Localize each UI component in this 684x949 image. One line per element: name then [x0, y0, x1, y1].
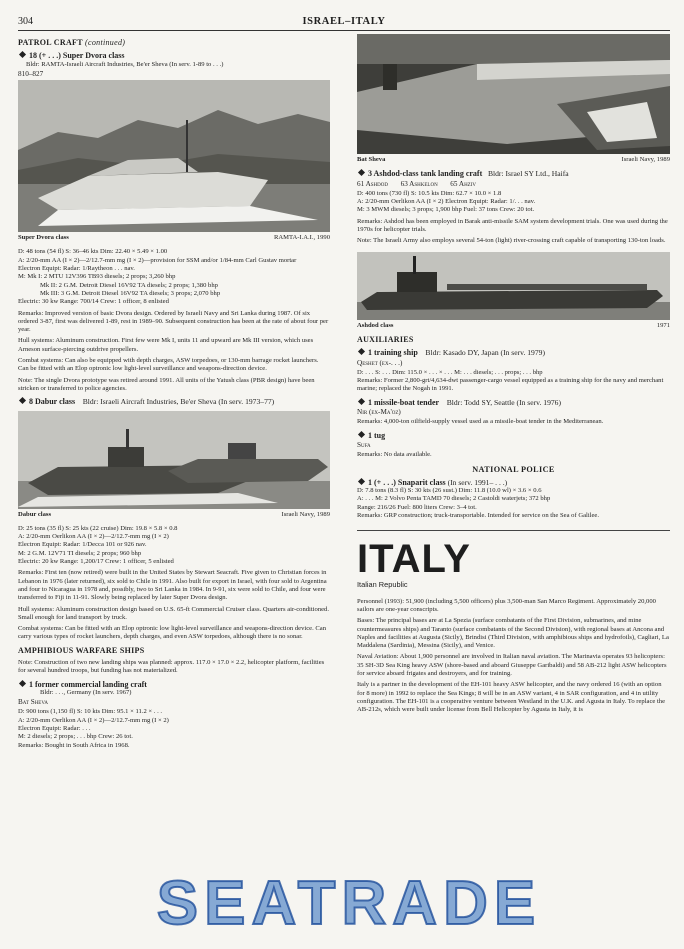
spec-line: Electron Equipt: Radar: . . .: [18, 725, 91, 733]
spec-line: Range: 216/26 Fuel: 800 liters Crew: 3–4 tot.: [357, 503, 477, 511]
running-head: ISRAEL–ITALY: [302, 16, 386, 27]
para-hull: Hull systems: Aluminum construction. First few were Mk I, units 11 and upward are Mk III version, which uses Arneson surface-piercing outdrive propellers.: [18, 337, 314, 353]
header-rule: [18, 30, 670, 31]
para-combat: Combat systems: Can be fitted with an Elop optronic low light-level surveillance and weapons-direction device. Can carry various types of rocket launchers, depth charges, and even ASW torpedoes, although there is no sonar.: [18, 625, 326, 641]
section-heading-patrol: PATROL CRAFT (continued): [18, 38, 126, 47]
ship-name-sufa: Sufa: [357, 440, 371, 449]
spec-line: D: 7.8 tons (8.3 fl) S: 30 kts (26 sust.) Dim: 11.8 (10.0 wl) × 3.6 × 0.6: [357, 487, 542, 495]
ship-list-ashdod: [357, 180, 670, 188]
spec-line: Electron Equipt: Radar: 1/Decca 101 or 926 nav.: [18, 541, 147, 549]
caption-superdvora: Super Dvora class RAMTA-I.A.I., 1990: [18, 234, 330, 242]
photo-dabur: [18, 411, 330, 509]
diamond-bullet-icon: [358, 169, 365, 176]
spec-line: Mk III: 3 G.M. Detroit Diesel 16V92 TA diesels; 3 props; 2,070 bhp: [40, 289, 221, 297]
section-heading-police: NATIONAL POLICE: [472, 464, 555, 474]
spec-line: Electric: 20 kw Range: 1,200/17 Crew: 1 officer, 5 enlisted: [18, 558, 174, 566]
para-remarks: Remarks: No data available.: [357, 451, 432, 459]
section-heading-aux: AUXILIARIES: [357, 334, 414, 344]
left-column: [18, 34, 330, 949]
spec-line: Mk II: 2 G.M. Detroit Diesel 16V92 TA diesels; 2 props; 1,380 bhp: [40, 281, 218, 289]
para-remarks: Remarks: First ten (now retired) were built in the United States by Stewart Seacraft. Five given to Christian forces in Lebanon in 1976 (later returned), six sold to Chile in 1991. Also built for export in Israel, with four sold to Argentina and four to Nicaragua in 1978 and, possibly, two to Sri Lanka in 1984. In 9-91, six were sold to Chile, and four were transferred to Fiji in 11-91. Slowly being replaced by later Super Dvora design.: [18, 569, 327, 602]
section-rule: [357, 530, 670, 531]
para-bases: Bases: The principal bases are at La Spezia (surface combatants of the First Division, submarines, and mine countermeasures ships) and Taranto (surface combatants of the Second Division), with regional bases at Ancona and Naples and facilities at Augusta (Sicily), Brindisi (Third Division, with amphibious ships and hydrofoils), Cagliari, La Maddalena (Sardinia), Messina (Sicily), and Venice.: [357, 617, 669, 650]
spec-line: M: 2 diesels; 2 props; . . . bhp Crew: 26 tot.: [18, 733, 133, 741]
para-remarks: Remarks: Former 2,800-grt/4,634-dwt passenger-cargo vessel equipped as a training ship for the navy and merchant marine; replaced the Nogah in 1991.: [357, 377, 664, 393]
ship-name-nir: Nir (ex-Ma'oz): [357, 408, 401, 417]
ship-name: 61 Ashdod: [357, 179, 389, 188]
spec-line: M: Mk I: 2 MTU 12V396 TB93 diesels; 2 props; 3,260 bhp: [18, 273, 176, 281]
spec-line: A: 2/20-mm Oerlikon AA (I × 2) Electron Equipt: Radar: 1/. . . nav.: [357, 198, 536, 206]
para-hull: Hull systems: Aluminum construction design based on U.S. 65-ft Commercial Cruiser class. Quarters air-conditioned. Small enough for land transport by truck.: [18, 605, 330, 621]
caption-batsheva: Bat Sheva Israeli Navy, 1989: [357, 156, 670, 163]
diamond-bullet-icon: [358, 348, 365, 355]
photo-batsheva: [357, 34, 670, 154]
diamond-bullet-icon: [19, 397, 26, 404]
para-note: Note: Construction of two new landing ships was planned: approx. 117.0 × 17.0 × 2.2, helicopter platform, facilities for several hundred troops, but funding has not materialized.: [18, 658, 325, 675]
spec-line: Electric: 30 kw Range: 700/14 Crew: 1 officer, 8 enlisted: [18, 298, 169, 306]
diamond-bullet-icon: [19, 51, 26, 58]
section-heading-amphib: AMPHIBIOUS WARFARE SHIPS: [18, 645, 145, 655]
dabur-photo-svg: [18, 411, 330, 509]
page-header: [18, 0, 670, 30]
country-title: ITALY: [357, 537, 471, 582]
ship-name-qeshet: Qeshet (ex-. . .): [357, 358, 403, 367]
para-remarks: Remarks: GRP construction; truck-transportable. Intended for service on the Sea of Galilee.: [357, 512, 600, 520]
spec-line: A: 2/20-mm Oerlikon AA (I × 2)—2/12.7-mm mg (I × 2): [18, 716, 169, 724]
class-title-tender: 1 missile-boat tender Bldr: Todd SY, Seattle (In serv. 1976): [357, 399, 670, 407]
class-title-training: 1 training ship Bldr: Kasado DY, Japan (In serv. 1979): [357, 349, 670, 357]
watermark-logo: SEATRADE: [156, 868, 542, 938]
class-title-ashdod: 3 Ashdod-class tank landing craft Bldr: Israel SY Ltd., Haifa: [357, 170, 670, 178]
page-number: 304: [18, 16, 33, 27]
spec-line: D: 400 tons (730 fl) S: 10.5 kts Dim: 62.7 × 10.0 × 1.8: [357, 189, 502, 197]
spec-line: M: 2 G.M. 12V71 TI diesels; 2 props; 960 bhp: [18, 549, 142, 557]
pennants-superdvora: 810–827: [18, 69, 44, 78]
caption-dabur: Dabur class Israeli Navy, 1989: [18, 510, 330, 518]
photo-ashdod: [357, 252, 670, 320]
para-remarks: Remarks: Improved version of basic Dvora design. Ordered by Israeli Navy and Sri Lanka during 1987. Of six ordered 3-87, first was delivered 1-89, rest in 1989–90. Subsequent construction has been at the rate of about four per year.: [18, 309, 329, 334]
spec-line: A: 2/20-mm AA (I × 2)—2/12.7-mm mg (I × 2)—provision for SSM and/or 1/84-mm Carl Gustav mortar: [18, 256, 297, 264]
para-eh101: Italy is a partner in the development of the EH-101 heavy ASW helicopter, and the navy ordered 16 (with an option for 8 more) in 1992 to replace the Sea Kings; 8 will be in an ASW variant, 4 in SAR configuration, and 4 in utility configuration. The EH-101 is a cooperative venture between Westland in the U.K. and Agusta in Italy. To replace the AB-212s, which were built under license from Bell Helicopter by Agusta in Italy, it is: [357, 681, 666, 714]
country-subtitle: Italian Republic: [357, 580, 408, 590]
diamond-bullet-icon: [358, 478, 365, 485]
ship-name-batsheva: Bat Sheva: [18, 698, 48, 707]
diamond-bullet-icon: [19, 680, 26, 687]
spec-line: D: 48 tons (54 fl) S: 36–46 kts Dim: 22.40 × 5.49 × 1.00: [18, 248, 168, 256]
para-remarks: Remarks: Ashdod has been employed in Barak anti-missile SAM system development trials. One was used during the 1970s for helicopter trials.: [357, 217, 668, 234]
class-title-superdvora: 18 (+ . . .) Super Dvora class: [18, 52, 330, 60]
para-remarks: Remarks: Bought in South Africa in 1968.: [18, 741, 130, 749]
spec-line: M: 3 MWM diesels; 3 props; 1,900 bhp Fuel: 37 tons Crew: 20 tot.: [357, 206, 535, 214]
ship-name: 65 Ahziv: [450, 179, 477, 188]
spec-line: A: 2/20-mm Oerlikon AA (I × 2)—2/12.7-mm mg (I × 2): [18, 533, 169, 541]
spec-line: Electron Equipt: Radar: 1/Raytheon . . . nav.: [18, 265, 135, 273]
superdvora-photo-svg: [18, 80, 330, 232]
diamond-bullet-icon: [358, 398, 365, 405]
para-remarks: Remarks: 4,000-ton oilfield-supply vessel used as a missile-boat tender in the Mediterranean.: [357, 418, 604, 426]
builder-superdvora: Bldr: RAMTA-Israeli Aircraft Industries, Be'er Sheva (In serv. 1-89 to . . .): [26, 60, 224, 68]
class-title-tug: 1 tug: [357, 432, 670, 440]
right-column: [357, 34, 670, 949]
caption-ashdod: Ashdod class 1971: [357, 321, 670, 329]
diamond-bullet-icon: [358, 431, 365, 438]
ashdod-photo-svg: [357, 252, 670, 320]
spec-line: D: . . . S: . . . Dim: 115.0 × . . . × . . . M: . . . diesels; . . . props; . . . bhp: [357, 368, 543, 376]
para-personnel: Personnel (1993): 51,900 (including 5,500 officers) plus 3,500-man San Marco Regiment. Approximately 20,000 sailors are one-year conscripts.: [357, 597, 656, 613]
spec-line: D: 900 tons (1,150 fl) S: 10 kts Dim: 95.1 × 11.2 × . . .: [18, 708, 163, 716]
spec-line: A: . . . M: 2 Volvo Penta TAMD 70 diesels; 2 Castoldi waterjets; 372 bhp: [357, 495, 551, 503]
para-note: Note: The Israeli Army also employs several 54-ton (light) river-crossing craft capable of transporting 130-ton loads.: [357, 237, 666, 245]
para-aviation: Naval Aviation: About 1,900 personnel are involved in Italian naval aviation. The Marinavia operates 93 helicopters: 35 SH-3D Sea King heavy ASW (shore-based and aboard Giuseppe Garibaldi) and 58 AB-212 light ASW helicopters for service aboard frigates and destroyers, and for training.: [357, 653, 667, 677]
class-title-landing-craft: 1 former commercial landing craft: [18, 681, 330, 689]
builder-landing-craft: Bldr: . . ., Germany (In serv. 1967): [40, 688, 132, 696]
spec-line: D: 25 tons (35 fl) S: 25 kts (22 cruise) Dim: 19.8 × 5.8 × 0.8: [18, 524, 178, 532]
para-combat: Combat systems: Can also be equipped with depth charges, ASW torpedoes, or 130-mm barrage rocket launchers. Can be fitted with an Elop optronic low light-level surveillance and weapons-direction device.: [18, 357, 319, 373]
class-title-dabur: 8 Dabur class Bldr: Israeli Aircraft Industries, Be'er Sheva (In serv. 1973–77): [18, 398, 330, 406]
para-note: Note: The single Dvora prototype was retired around 1991. All units of the Yatush class (PBR design) have been stricken or transferred to police agencies.: [18, 376, 315, 392]
batsheva-photo-svg: [357, 34, 670, 154]
photo-superdvora: [18, 80, 330, 232]
class-title-snaparit: 1 (+ . . .) Snaparit class (In serv. 1991– . . .): [357, 479, 670, 487]
ship-name: 63 Ashkelon: [400, 179, 438, 188]
